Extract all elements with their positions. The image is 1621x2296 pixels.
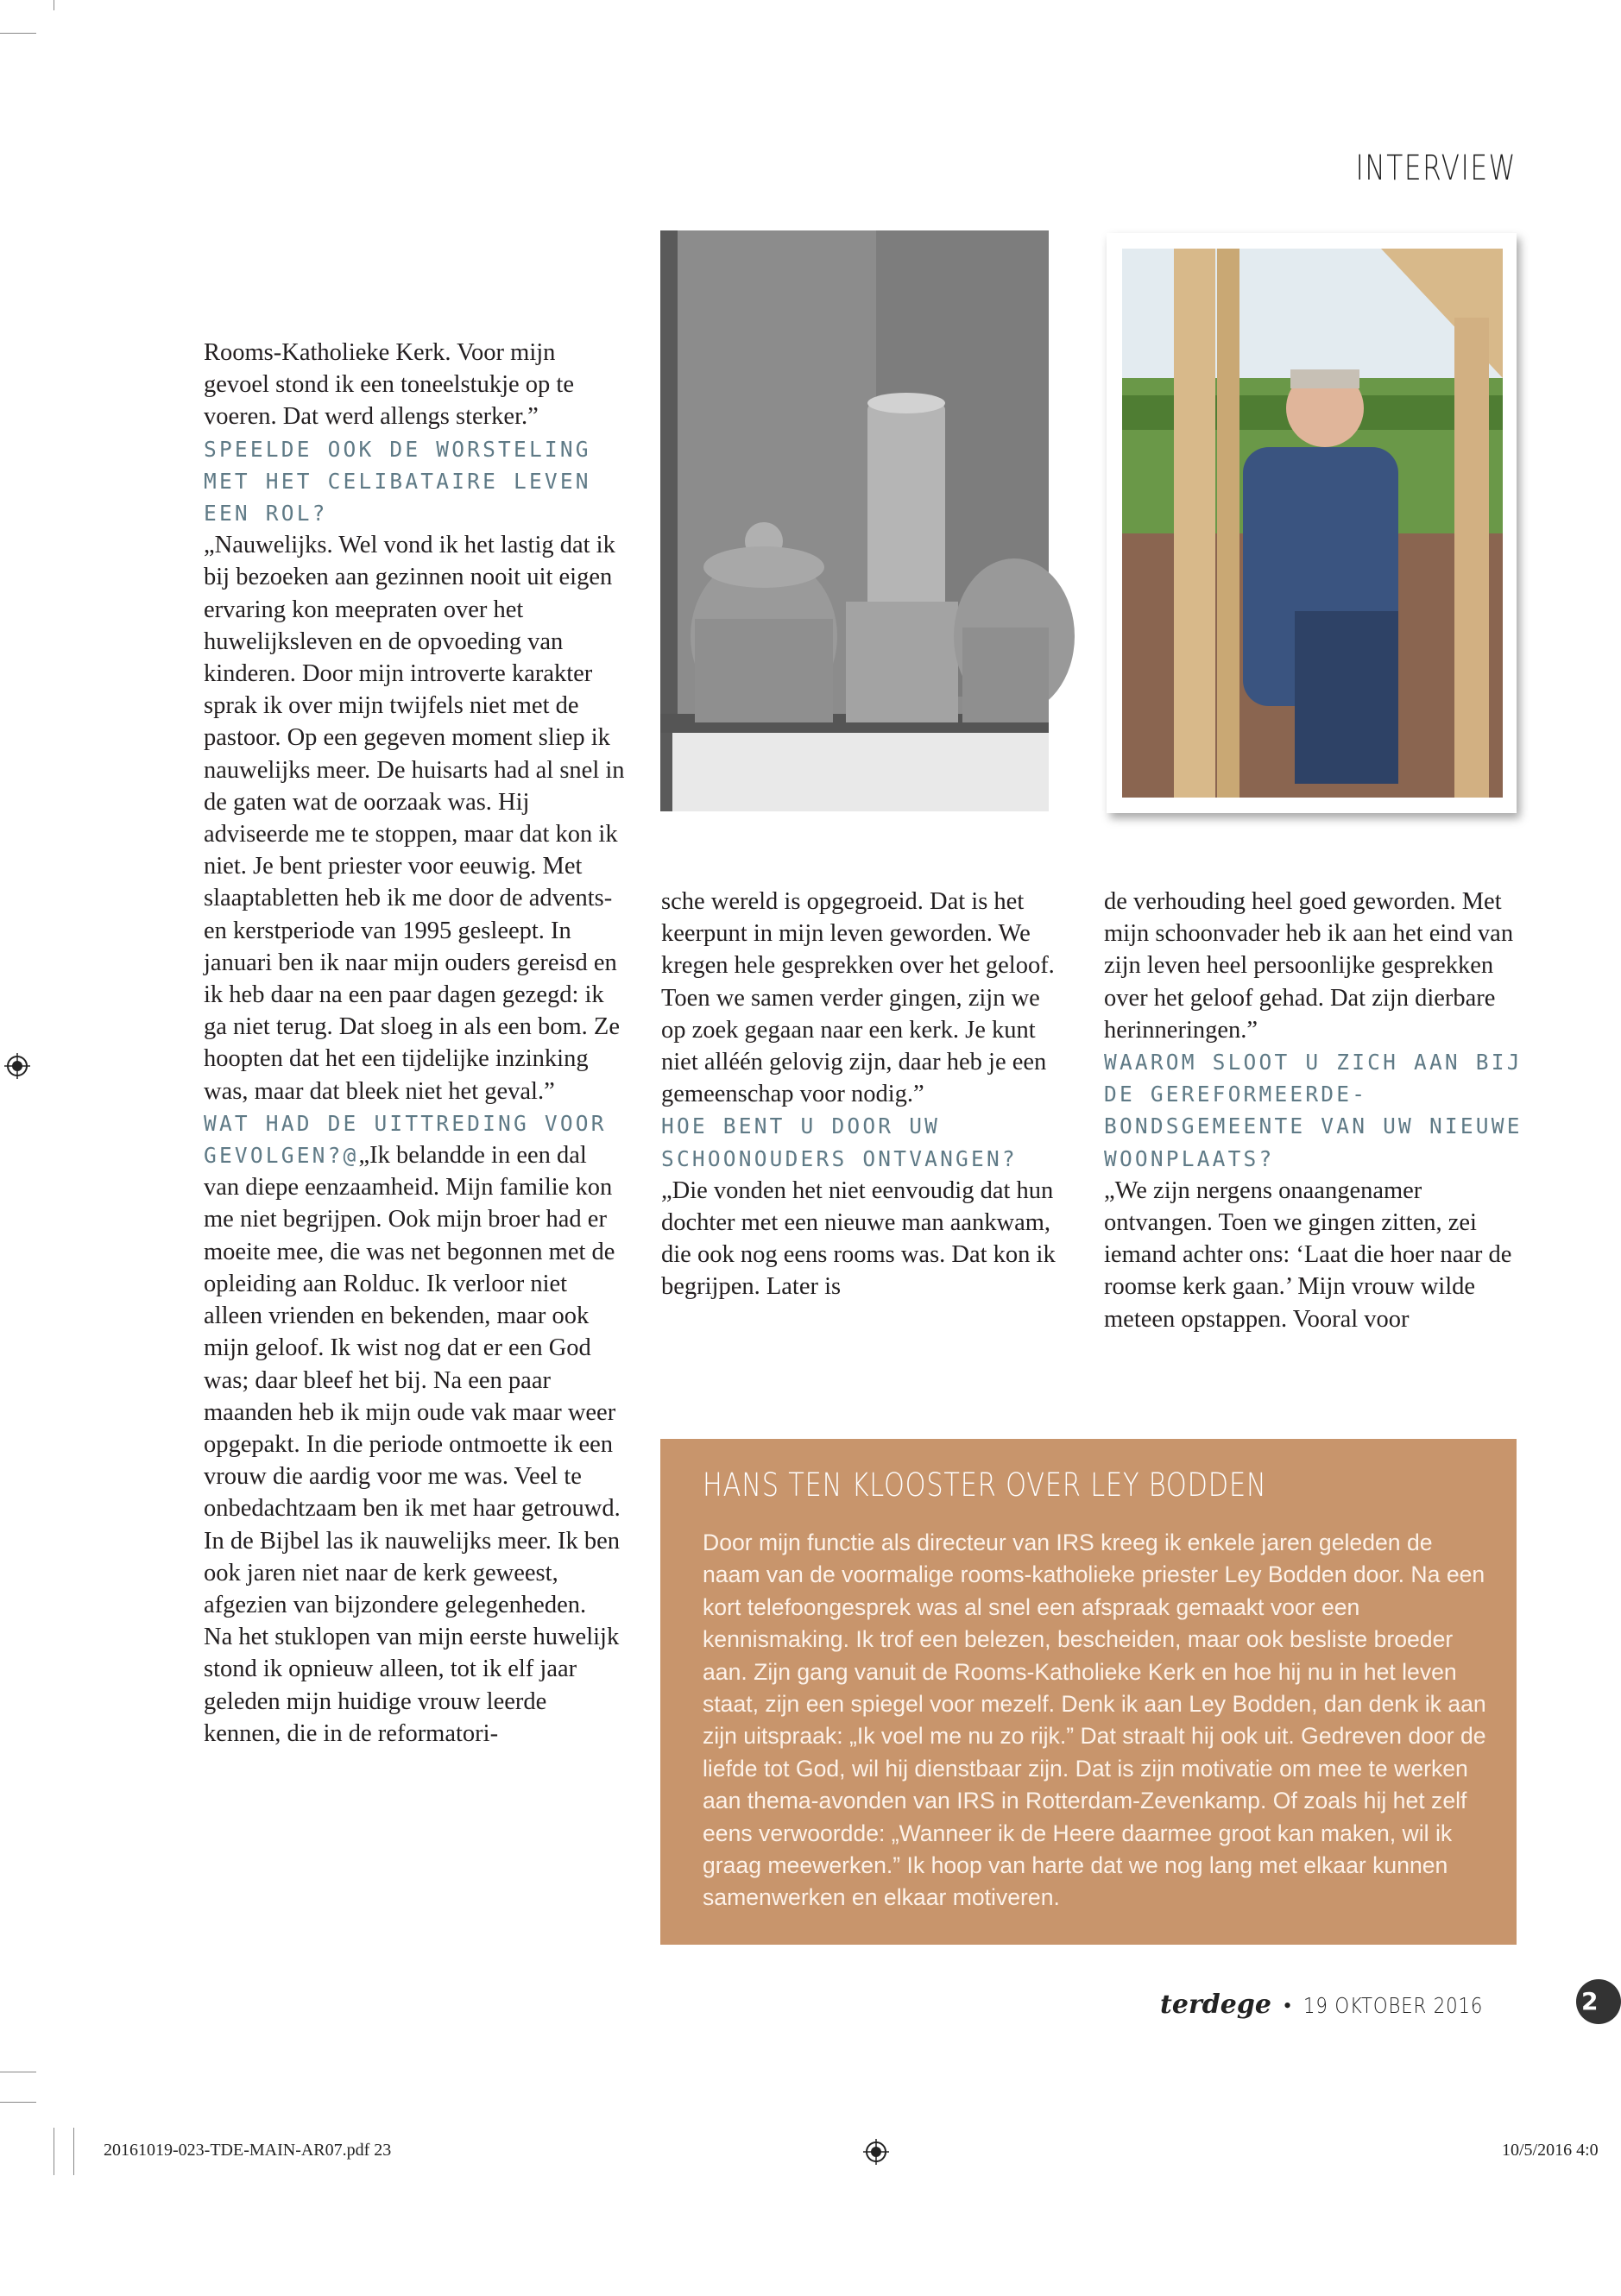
sidebar-box — [660, 1439, 1517, 1945]
issue-date: 19 OKTOBER 2016 — [1303, 1993, 1484, 2018]
interview-question — [204, 1107, 627, 1621]
body-text: Rooms-Katholieke Kerk. Voor mijn gevoel stond ik een toneelstukje op te voeren. Dat werd allengs sterker.” — [204, 339, 574, 431]
body-text: de verhouding heel goed geworden. Met mijn schoonvader heb ik aan het eind van zijn leven heel persoonlijke gesprekken over het geloof gehad. Dat zijn dierbare herinneringen.” — [1104, 888, 1514, 1044]
portrait-photo-frame — [1107, 233, 1517, 813]
printer-slug-file: 20161019-023-TDE-MAIN-AR07.pdf 23 — [104, 2141, 392, 2160]
magazine-logo: terdege — [1160, 1990, 1271, 2020]
question-text: WAT HAD DE UITTREDING VOOR GEVOLGEN?@ — [204, 1110, 607, 1169]
page-number: 2 — [1576, 1979, 1621, 2024]
answer-inline: „Ik belandde in een dal van diepe eenzaamheid. Mijn familie kon me niet begrijpen. Ook mijn broer had er moeite mee, die was net begonnen met de opleiding aan Rolduc. Ik verloor niet alleen vrienden en bekenden, maar ook mijn geloof. Ik wist nog dat er een God was; daar bleef het bij. Na een paar maanden heb ik mijn oude vak maar weer opgepakt. In die periode ontmoette ik een vrouw die aardig voor me was. Veel te onbedachtzaam ben ik met haar getrouwd. In de Bijbel las ik nauwelijks meer. Ik ben ook jaren niet naar de kerk geweest, afgezien van bijzondere gelegenheden. — [204, 1142, 621, 1618]
interview-question: WAAROM SLOOT U ZICH AAN BIJ DE GEREFORMEERDE-BONDSGEMEENTE VAN UW NIEUWE WOONPLAATS? — [1104, 1050, 1523, 1171]
printer-slug-timestamp: 10/5/2016 4:0 — [1502, 2141, 1599, 2160]
separator-dot: • — [1283, 1993, 1292, 2018]
body-text: „We zijn nergens onaangenamer ontvangen. Toen we gingen zitten, zei iemand achter ons: ‘Laat die hoer naar de roomse kerk gaan.’ Mijn vrouw wilde meteen opstappen. Vooral voor — [1104, 1176, 1512, 1333]
registration-mark-icon — [4, 1053, 30, 1079]
portrait-photo — [1122, 249, 1503, 798]
portrait-illustration — [1122, 249, 1503, 798]
article-column-2 — [661, 886, 1058, 1303]
interview-question: SPEELDE OOK DE WORSTELING MET HET CELIBATAIRE LEVEN EEN ROL? — [204, 436, 591, 527]
body-text: „Die vonden het niet eenvoudig dat hun dochter met een nieuwe man aankwam, die ook nog eens rooms was. Dat kon ik begrijpen. Later is — [661, 1176, 1056, 1301]
article-column-1 — [204, 337, 627, 1750]
footer-brand — [1160, 1990, 1515, 2020]
body-text: Na het stuklopen van mijn eerste huwelijk stond ik opnieuw alleen, tot ik elf jaar geleden mijn huidige vrouw leerde kennen, die in de reformatori- — [204, 1624, 620, 1747]
crop-mark — [0, 33, 36, 34]
still-life-photo — [660, 230, 1049, 811]
body-text: sche wereld is opgegroeid. Dat is het keerpunt in mijn leven geworden. We kregen hele gesprekken over het geloof. Toen we samen verder gingen, zijn we op zoek gegaan naar een kerk. Je kunt niet alléén gelovig zijn, daar heb je een gemeenschap voor nodig.” — [661, 888, 1055, 1108]
section-label: INTERVIEW — [1355, 148, 1517, 188]
still-life-illustration — [660, 230, 1049, 811]
article-column-3 — [1104, 886, 1536, 1335]
crop-mark — [73, 2128, 74, 2175]
sidebar-body: Door mijn functie als directeur van IRS kreeg ik enkele jaren geleden de naam van de voormalige rooms-katholieke priester Ley Bodden door. Na een kort telefoongesprek was al snel een afspraak gemaakt voor een kennismaking. Ik trof een belezen, bescheiden, maar ook besliste broeder aan. Zijn gang vanuit de Rooms-Katholieke Kerk en hoe hij nu in het leven staat, zijn een spiegel voor mezelf. Denk ik aan Ley Bodden, dan denk ik aan zijn uitspraak: „Ik voel me nu zo rijk.” Dat straalt hij ook uit. Gedreven door de liefde tot God, wil hij dienstbaar zijn. Dat is zijn motivatie om mee te werken aan thema-avonden van IRS in Rotterdam-Zevenkamp. Of zoals hij het zelf eens verwoordde: „Wanneer ik de Heere daarmee groot kan maken, wil ik graag meewerken.” Ik hoop van harte dat we nog lang met elkaar kunnen samenwerken en elkaar motiveren. — [703, 1530, 1486, 1911]
registration-mark-icon — [863, 2139, 889, 2165]
body-text: „Nauwelijks. Wel vond ik het lastig dat ik bij bezoeken aan gezinnen nooit uit eigen ervaring kon meepraten over het huwelijksleven en de opvoeding van kinderen. Door mijn introverte karakter sprak ik over mijn twijfels niet met de pastoor. Op een gegeven moment sliep ik nauwelijks meer. De huisarts had al snel in de gaten wat de oorzaak was. Hij adviseerde me te stoppen, maar dat kon ik niet. Je bent priester voor eeuwig. Met slaaptabletten heb ik me door de advents- en kerstperiode van 1995 gesleept. In januari ben ik naar mijn ouders gereisd en ik heb daar na een paar dagen gezegd: ik ga niet terug. Dat sloeg in als een bom. Ze hoopten dat het een tijdelijke inzinking was, maar dat bleek niet het geval.” — [204, 532, 625, 1105]
interview-question: HOE BENT U DOOR UW SCHOONOUDERS ONTVANGEN? — [661, 1113, 1018, 1171]
crop-mark — [0, 2102, 36, 2103]
sidebar-title: HANS TEN KLOOSTER OVER LEY BODDEN — [703, 1467, 1267, 1504]
